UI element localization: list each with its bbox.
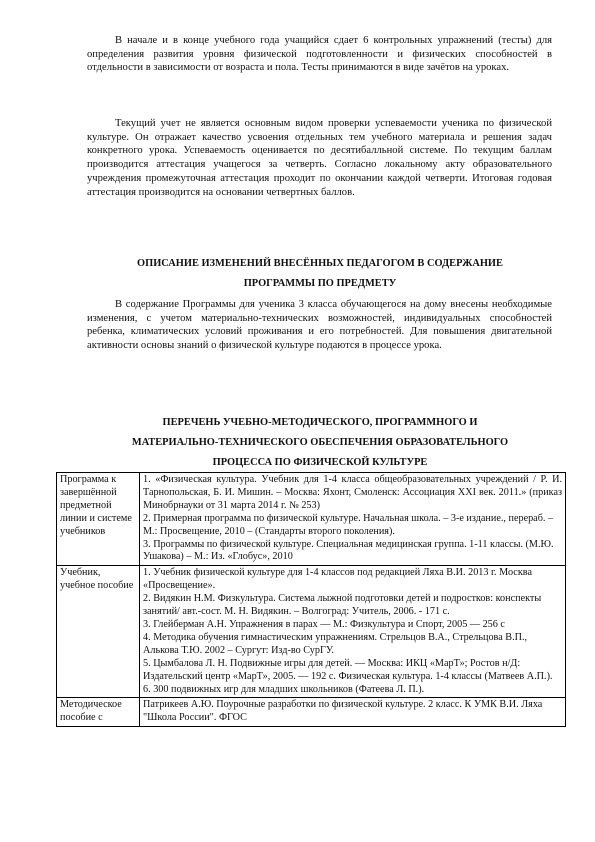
table-row [57,566,566,698]
list-item: 2. Примерная программа по физической культуре. Начальная школа. – 3-е издание., перераб. – М.: Просвещение, 2010 – (Стандарты второго поколения). [143,512,554,537]
row-content [140,566,566,698]
section-heading-line: ПРОГРАММЫ ПО ПРЕДМЕТУ [243,278,397,289]
list-item: 5. Цымбалова Л. Н. Подвижные игры для детей. — Москва: ИКЦ «МарТ»; Ростов н/Д: Издательский центр «МарТ», 2005. — 192 с. Физическая культура. 1-4 классы (Матвеев А.П.). [143,657,553,682]
section-heading-line: ПЕРЕЧЕНЬ УЧЕБНО-МЕТОДИЧЕСКОГО, ПРОГРАММНОГО И [162,417,478,428]
list-item: 2. Видякин Н.М. Физкультура. Система лыжной подготовки детей и подростков: конспекты занятий/ авт.-сост. М. Н. Видякин. – Волгоград: Учитель, 2006. - 171 с. [143,593,542,618]
list-item: Патрикеев А.Ю. Поурочные разработки по физической культуре. 2 класс. К УМК В.И. Ляха "Школа России". ФГОС [143,699,543,724]
row-label: Методическое пособие с [57,698,140,727]
list-item: 1. Учебник физической культуре для 1-4 классов под редакцией Ляха В.И. 2013 г. Москва «Просвещение». [143,567,532,592]
paragraph-current-control: Текущий учет не является основным видом проверки успеваемости ученика по физической культуре. Он отражает качество усвоения отдельных тем учебного материала и решения задач конкретного урока. Успеваемость оценивается по десятибалльной системе. По текущим баллам производится аттестация учащегося за четверть. Согласно локальному акту образовательного учреждения промежуточная аттестация проходит по окончании каждой четверти. Итоговая годовая аттестация производится на основании четвертных баллов. [87,118,552,198]
section-heading-line: МАТЕРИАЛЬНО-ТЕХНИЧЕСКОГО ОБЕСПЕЧЕНИЯ ОБРАЗОВАТЕЛЬНОГО [131,437,509,448]
section-heading-changes [70,254,570,294]
list-item: 1. «Физическая культура. Учебник для 1-4 класса общеобразовательных учреждений / Р. И. Тарнопольская, Б. И. Мишин. – Москва: Яхонт, Смоленск: Ассоциация XXI век. 2011.» (приказ Минобрнауки от 31 марта 2014 г. № 253) [143,474,562,511]
list-item: 4. Методика обучения гимнастическим упражнениям. Стрельцов В.А., Стрельцова В.П., Алькова Т.Ю. 2002 – Сургут: Изд-во СурГУ. [143,631,528,656]
row-label: Программа к завершённой предметной линии и системе учебников [57,473,140,566]
table-row [57,698,566,727]
list-item: 3. Глейберман А.Н. Упражнения в парах — М.: Физкультура и Спорт, 2005 — 256 с [143,618,505,630]
row-content [140,698,566,727]
list-item: 6. 300 подвижных игр для младших школьников (Фатеева Л. П.). [143,683,425,695]
section-heading-resources [70,413,570,473]
paragraph-tests: В начале и в конце учебного года учащийся сдает 6 контрольных упражнений (тесты) для определения развития уровня физической подготовленности и физических способностей в отдельности в зависимости от возраста и пола. Тесты принимаются в виде зачётов на уроках. [87,35,552,74]
resources-table [56,472,566,727]
section-heading-line: ПРОЦЕССА ПО ФИЗИЧЕСКОЙ КУЛЬТУРЕ [212,457,428,468]
section-heading-line: ОПИСАНИЕ ИЗМЕНЕНИЙ ВНЕСЁННЫХ ПЕДАГОГОМ В СОДЕРЖАНИЕ [137,258,503,269]
row-content [140,473,566,566]
list-item: 3. Программы по физической культуре. Специальная медицинская группа. 1-11 классы. (М.Ю. Ушакова) – М.: Из. «Глобус», 2010 [143,538,554,563]
paragraph-changes: В содержание Программы для ученика 3 класса обучающегося на дому внесены необходимые изменения, с учетом материально-технических возможностей, индивидуальных способностей ребенка, климатических условий проживания и его потребностей. Для повышения двигательной активности основы знаний о физической культуре подаются в процессе урока. [87,299,552,352]
row-label: Учебник, учебное пособие [57,566,140,698]
table-row [57,473,566,566]
